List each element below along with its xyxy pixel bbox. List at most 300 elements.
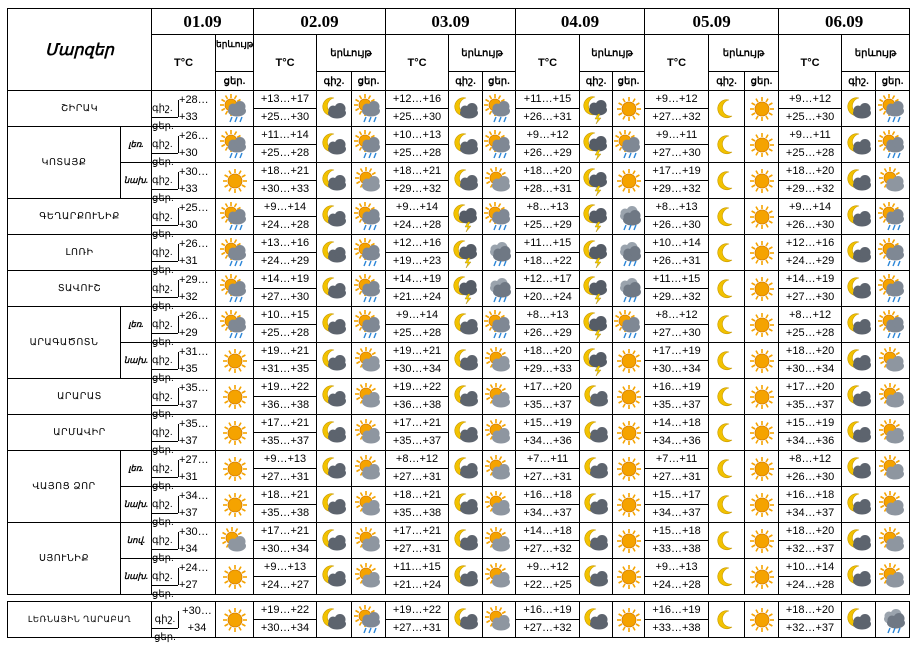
day-temp: +25…+29 [523,219,572,231]
temperature-cell [779,307,842,343]
day-temp: +24…+28 [392,219,442,231]
night-temp: +9…+14 [386,307,448,325]
night-temp: +13…+17 [254,91,316,109]
sun-icon [745,91,779,127]
date-header: 02.09 [254,9,386,35]
sun-cloud-rain-icon [876,127,910,163]
day-temp: +27…+30 [260,291,310,303]
night-temp: +9…+11 [645,127,708,145]
temperature-cell [386,602,449,638]
moon-storm-icon [580,127,613,163]
temperature-cell [516,487,580,523]
moon-icon [709,379,745,415]
table-row [8,559,910,595]
temperature-cell [516,127,580,163]
temperature-cell [254,163,317,199]
day-label: ցեր. [152,589,174,600]
day-label: ցեր. [152,301,174,312]
sun-cloud-rain-icon [483,307,516,343]
night-temp: +12…+16 [386,235,448,253]
night-subheader: գիշ. [317,72,352,91]
day-temp: +34…+36 [785,435,835,447]
night-temp: +16…+19 [516,602,579,620]
moon-storm-icon [449,235,483,271]
day-temp: +32…+37 [785,622,835,634]
moon-cloud-icon [317,487,352,523]
first-day-temp: +26…+30 [179,129,209,159]
night-temp: +11…+15 [516,91,579,109]
sun-cloud-rain-icon [876,307,910,343]
night-temp: +9…+14 [386,199,448,217]
temperature-cell [645,307,709,343]
day-label: ցեր. [154,632,176,643]
cloud-rain-icon [876,602,910,638]
table-row [8,343,910,379]
night-temp: +15…+19 [516,415,579,433]
day-temp: +26…+29 [523,327,572,339]
sun-cloud-icon [483,163,516,199]
day-label: ցեր. [152,121,174,132]
temperature-cell [645,271,709,307]
region-name: ԱՐԱԳԱԾՈՏՆ [8,307,121,379]
moon-icon [709,343,745,379]
moon-icon [709,91,745,127]
moon-cloud-icon [317,602,352,638]
sun-cloud-rain-icon [613,307,645,343]
region-name: ՎԱՅՈՑ ՁՈՐ [8,451,121,523]
temperature-cell [779,199,842,235]
sun-cloud-rain-icon [876,271,910,307]
sun-cloud-icon [876,379,910,415]
night-temp: +18…+20 [779,602,841,620]
night-temp: +18…+21 [386,487,448,505]
night-temp: +14…+18 [645,415,708,433]
night-temp: +12…+16 [779,235,841,253]
sun-cloud-icon [483,451,516,487]
sun-icon [613,487,645,523]
day-subheader: ցեր. [745,72,779,91]
temperature-cell [779,602,842,638]
night-temp: +8…+13 [645,199,708,217]
table-row [8,163,910,199]
sun-icon [613,559,645,595]
day-label: ցեր. [152,409,174,420]
moon-storm-icon [580,199,613,235]
table-row [8,415,910,451]
day-temp: +25…+28 [785,327,835,339]
sun-icon [613,91,645,127]
phenomena-header: երևույթ [709,35,779,72]
temperature-cell [254,379,317,415]
night-label: գիշ. [152,496,178,514]
night-temp: +17…+21 [254,523,316,541]
night-label: գիշ. [152,136,178,154]
subregion-label: լեռ. [121,451,152,487]
moon-icon [709,451,745,487]
day-temp: +26…+30 [652,219,701,231]
night-temp: +17…+20 [779,379,841,397]
day-label: ցեր. [152,481,174,492]
moon-icon [709,523,745,559]
temperature-cell [779,559,842,595]
temperature-cell [516,271,580,307]
night-label: գիշ. [152,280,178,298]
region-name: ԳԵՂԱՐՔՈՒՆԻՔ [8,199,152,235]
day-temp: +30…+34 [260,543,310,555]
first-day-temp: +26…+31 [179,237,209,267]
temperature-cell [516,451,580,487]
night-temp: +16…+19 [645,602,708,620]
sun-cloud-icon [352,415,386,451]
first-day-temp: +31…+35 [179,345,209,375]
day-temp: +29…+32 [652,183,701,195]
sun-icon [745,559,779,595]
night-label: գիշ. [152,316,178,334]
temperature-cell [386,415,449,451]
moon-cloud-icon [317,163,352,199]
day-temp: +27…+31 [392,471,442,483]
moon-cloud-icon [842,235,876,271]
temperature-cell [645,91,709,127]
day-temp: +27…+31 [260,471,310,483]
moon-icon [709,487,745,523]
night-label: գիշ. [152,172,178,190]
night-temp: +15…+19 [779,415,841,433]
table-row [8,379,910,415]
first-day-temp: +24…+27 [179,561,209,591]
night-temp: +19…+21 [386,343,448,361]
subregion-label: նով. [121,523,152,559]
moon-cloud-icon [580,487,613,523]
temperature-cell [516,602,580,638]
day-temp: +27…+30 [785,291,835,303]
night-temp: +16…+19 [645,379,708,397]
temperature-cell [386,343,449,379]
moon-cloud-icon [449,307,483,343]
temperature-cell [386,523,449,559]
temperature-cell [386,307,449,343]
night-temp: +12…+17 [516,271,579,289]
temperature-cell [254,487,317,523]
moon-cloud-icon [842,343,876,379]
moon-storm-icon [580,271,613,307]
day-label: ցեր. [152,445,174,456]
sun-cloud-rain-icon [216,199,254,235]
night-temp: +14…+19 [254,271,316,289]
temperature-cell [386,235,449,271]
day-temp: +25…+30 [260,111,310,123]
temperature-cell [254,343,317,379]
sun-cloud-icon [352,487,386,523]
sun-cloud-icon [483,379,516,415]
phenomena-header: երևույթ [216,35,254,72]
temperature-header: T°C [516,35,580,91]
karabakh-table [7,601,910,643]
temperature-cell [516,163,580,199]
moon-cloud-icon [580,379,613,415]
cloud-rain-icon [613,235,645,271]
temperature-cell [779,235,842,271]
temperature-cell [254,91,317,127]
cloud-rain-icon [613,271,645,307]
temperature-cell [779,487,842,523]
moon-storm-icon [580,235,613,271]
temperature-cell [779,415,842,451]
night-temp: +17…+19 [645,163,708,181]
moon-cloud-icon [449,559,483,595]
day-temp: +24…+28 [260,219,310,231]
day-subheader: ցեր. [483,72,516,91]
sun-icon [745,271,779,307]
day-temp: +32…+37 [785,543,835,555]
moon-icon [709,235,745,271]
moon-cloud-icon [317,91,352,127]
date-header: 03.09 [386,9,516,35]
first-day-temp: +35…+37 [179,381,209,411]
sun-cloud-icon [352,163,386,199]
moon-cloud-icon [317,343,352,379]
first-day-temp: +25…+30 [179,201,209,231]
temperature-cell [254,235,317,271]
moon-cloud-icon [842,487,876,523]
temperature-cell [254,127,317,163]
night-temp: +8…+12 [779,307,841,325]
night-temp: +19…+22 [386,379,448,397]
first-day-temp: +30…+33 [179,165,209,195]
moon-storm-icon [449,271,483,307]
day-label: ցեր. [152,517,174,528]
sun-icon [745,602,779,638]
moon-cloud-icon [317,271,352,307]
table-row [8,235,910,271]
first-day-temp: +34…+37 [179,489,209,519]
temperature-cell [516,415,580,451]
sun-icon [745,415,779,451]
sun-cloud-rain-icon [876,91,910,127]
day-temp: +35…+37 [652,399,701,411]
day-temp: +24…+29 [785,255,835,267]
night-label: գիշ. [152,244,178,262]
phenomena-header: երևույթ [449,35,516,72]
day-temp: +25…+30 [392,111,442,123]
region-name: ՇԻՐԱԿ [8,91,152,127]
temperature-cell [386,91,449,127]
temperature-cell [516,343,580,379]
sun-icon [613,602,645,638]
temperature-cell [645,199,709,235]
night-temp: +17…+19 [645,343,708,361]
sun-cloud-rain-icon [483,91,516,127]
sun-icon [216,559,254,595]
temperature-header: T°C [779,35,842,91]
temperature-cell [254,199,317,235]
cloud-rain-icon [483,271,516,307]
moon-cloud-icon [580,523,613,559]
moon-cloud-icon [449,379,483,415]
moon-cloud-icon [449,451,483,487]
moon-cloud-icon [317,451,352,487]
night-temp: +9…+12 [516,559,579,577]
temperature-header: T°C [152,35,216,91]
cloud-rain-icon [613,199,645,235]
moon-icon [709,163,745,199]
sun-cloud-icon [876,523,910,559]
day-temp: +27…+32 [523,543,572,555]
day-temp: +24…+29 [260,255,310,267]
sun-cloud-icon [876,415,910,451]
temperature-cell [516,379,580,415]
region-name: ՏԱՎՈՒՇ [8,271,152,307]
sun-icon [745,127,779,163]
night-temp: +11…+14 [254,127,316,145]
night-temp: +14…+18 [516,523,579,541]
region-name: ԱՐՄԱՎԻՐ [8,415,152,451]
night-temp: +18…+21 [254,163,316,181]
day-temp: +33…+38 [652,622,701,634]
night-temp: +19…+22 [386,602,448,620]
night-temp: +18…+21 [254,487,316,505]
temperature-cell [254,415,317,451]
night-temp: +9…+12 [779,91,841,109]
temperature-cell [779,523,842,559]
night-temp: +18…+20 [779,343,841,361]
night-temp: +14…+19 [779,271,841,289]
day-label: ցեր. [152,157,174,168]
night-temp: +10…+13 [386,127,448,145]
moon-icon [709,271,745,307]
sun-cloud-icon [352,379,386,415]
moon-cloud-icon [842,379,876,415]
moon-storm-icon [580,307,613,343]
sun-icon [745,451,779,487]
temperature-cell [516,199,580,235]
table-row [8,91,910,127]
moon-storm-icon [580,91,613,127]
night-temp: +11…+15 [645,271,708,289]
moon-cloud-icon [842,307,876,343]
temperature-cell [645,163,709,199]
sun-cloud-icon [483,343,516,379]
day-temp: +21…+24 [392,291,442,303]
sun-cloud-rain-icon [216,235,254,271]
moon-icon [709,199,745,235]
day-temp: +34…+37 [652,507,701,519]
night-temp: +19…+22 [254,379,316,397]
day-temp: +19…+23 [392,255,442,267]
day-temp: +34…+36 [652,435,701,447]
temperature-cell [779,163,842,199]
day-temp: +35…+38 [260,507,310,519]
table-row [8,487,910,523]
cloud-rain-icon [483,235,516,271]
day-temp: +27…+30 [652,147,701,159]
night-temp: +11…+15 [386,559,448,577]
moon-cloud-icon [317,559,352,595]
night-temp: +16…+18 [516,487,579,505]
temperature-cell [386,559,449,595]
day-temp: +34…+37 [523,507,572,519]
day-temp: +26…+31 [652,255,701,267]
day-subheader: ցեր. [613,72,645,91]
sun-cloud-rain-icon [876,235,910,271]
sun-cloud-rain-icon [876,199,910,235]
day-temp: +25…+30 [785,111,835,123]
first-day-cell [152,602,216,643]
sun-cloud-rain-icon [216,271,254,307]
sun-cloud-rain-icon [613,127,645,163]
night-temp: +7…+11 [645,451,708,469]
night-temp: +9…+14 [779,199,841,217]
night-subheader: գիշ. [842,72,876,91]
sun-icon [745,523,779,559]
day-label: ցեր. [152,337,174,348]
temperature-cell [779,379,842,415]
sun-cloud-icon [876,163,910,199]
day-temp: +29…+33 [523,363,572,375]
night-label: գիշ. [152,424,178,442]
day-temp: +28…+31 [523,183,572,195]
night-temp: +15…+18 [645,523,708,541]
temperature-header: T°C [645,35,709,91]
subregion-label: նախ. [121,559,152,595]
sun-cloud-rain-icon [216,91,254,127]
day-temp: +27…+31 [523,471,572,483]
sun-icon [745,199,779,235]
moon-cloud-icon [842,523,876,559]
day-label: ցեր. [152,193,174,204]
day-temp: +21…+24 [392,579,442,591]
moon-icon [709,559,745,595]
night-temp: +9…+11 [779,127,841,145]
temperature-cell [645,451,709,487]
sun-cloud-rain-icon [352,91,386,127]
sun-icon [613,343,645,379]
day-temp: +26…+31 [523,111,572,123]
day-temp: +26…+30 [785,219,835,231]
night-label: գիշ. [152,460,178,478]
day-temp: +26…+30 [785,471,835,483]
moon-icon [709,307,745,343]
moon-cloud-icon [449,523,483,559]
night-temp: +17…+20 [516,379,579,397]
region-column-header: Մարզեր [8,9,152,91]
sun-icon [216,343,254,379]
day-temp: +30…+33 [260,183,310,195]
day-temp: +25…+28 [392,147,442,159]
first-day-temp: +28…+33 [179,93,209,123]
day-temp: +22…+25 [523,579,572,591]
sun-icon [745,307,779,343]
night-temp: +9…+13 [645,559,708,577]
night-temp: +13…+16 [254,235,316,253]
day-temp: +35…+37 [523,399,572,411]
sun-icon [216,602,254,638]
moon-cloud-icon [842,91,876,127]
night-subheader: գիշ. [449,72,483,91]
moon-cloud-icon [317,415,352,451]
sun-icon [216,451,254,487]
phenomena-header: երևույթ [842,35,910,72]
first-day-temp: +26…+29 [179,309,209,339]
night-temp: +9…+12 [645,91,708,109]
night-temp: +18…+20 [516,163,579,181]
night-temp: +19…+22 [254,602,316,620]
day-temp: +31…+35 [260,363,310,375]
forecast-table [7,8,910,600]
night-temp: +8…+13 [516,199,579,217]
day-temp: +27…+31 [652,471,701,483]
sun-icon [613,163,645,199]
